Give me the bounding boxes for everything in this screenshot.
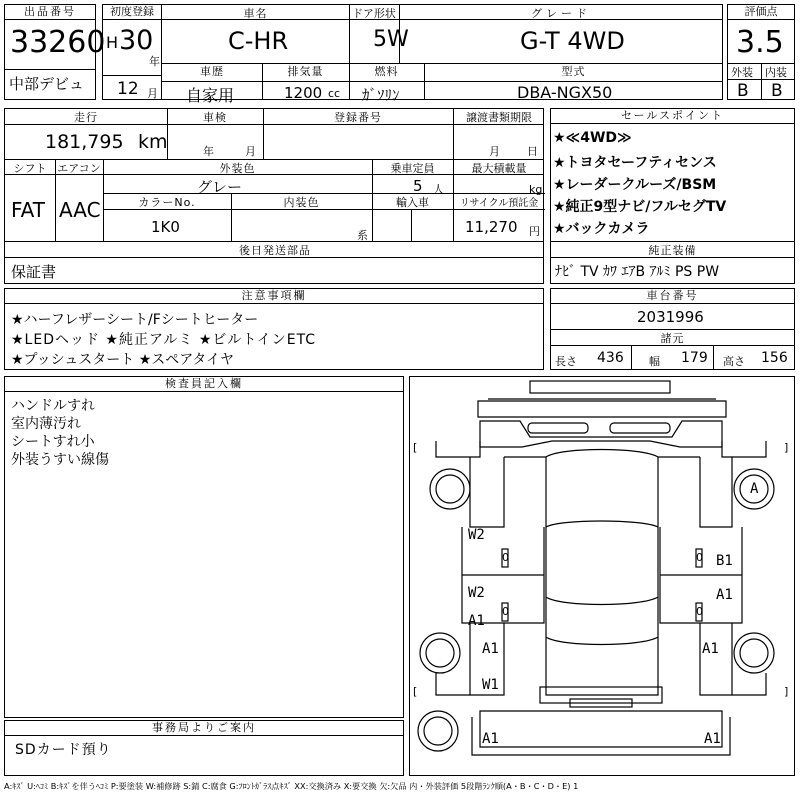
mark-zero: 0 — [502, 551, 509, 564]
dims-label: 諸元 — [660, 332, 685, 345]
transfer-label: 譲渡書類期限 — [466, 111, 532, 124]
note-line: ★LEDヘッド ★純正アルミ ★ビルトインETC — [11, 332, 317, 348]
notes-label: 注意事項欄 — [5, 289, 543, 304]
fuel-label: 燃料 — [374, 65, 399, 78]
bracket-left: [ — [413, 685, 418, 698]
score-value: 3.5 — [736, 25, 784, 60]
color-label: 外装色 — [219, 162, 256, 175]
mark-zero: 0 — [502, 605, 509, 618]
lot-label: 出品番号 — [5, 5, 95, 20]
grade-label: グレード — [399, 5, 723, 20]
sales-box — [550, 108, 795, 284]
length-label: 長さ — [555, 355, 577, 368]
shift: FAT — [11, 198, 46, 222]
recycle-label: リサイクル預託金 — [459, 198, 539, 209]
sales-item: ★バックカメラ — [553, 221, 650, 237]
seats-label: 乗車定員 — [390, 162, 435, 175]
color-number: 1K0 — [151, 218, 180, 236]
history: 自家用 — [186, 86, 235, 105]
reg-year: 30 — [119, 25, 154, 56]
damage-mark: A1 — [482, 731, 499, 747]
hist-label: 車歴 — [200, 65, 224, 78]
mark-zero: 0 — [696, 605, 703, 618]
notes-box — [4, 288, 544, 370]
reg-era: H — [106, 33, 119, 52]
damage-mark: W2 — [468, 585, 485, 601]
details-box — [4, 108, 544, 284]
inspect-label: 車検 — [203, 111, 227, 124]
grade: G-T 4WD — [520, 27, 625, 55]
chassis-number: 2031996 — [637, 308, 704, 326]
transfer-month: 月 — [489, 145, 500, 158]
import-label: 輸入車 — [396, 196, 429, 209]
fuel: ｶﾞｿﾘﾝ — [362, 86, 400, 104]
bracket-right: ] — [784, 441, 789, 454]
ext-score: B — [737, 81, 749, 101]
disp-unit: cc — [328, 87, 341, 100]
legend: A:ｷｽﾞ U:ﾍｺﾐ B:ｷｽﾞを伴うﾍｺﾐ P:要塗装 W:補修跡 S:錆 C:腐食 G:ﾌﾛﾝﾄｶﾞﾗｽ点ｷｽﾞ XX:交換済み X:要交換 欠:欠品 内・外装評価 5段階ﾗﾝｸ順(A・B・C・D・E) 1 — [4, 781, 579, 791]
car-outline — [410, 377, 794, 775]
equipment: ﾅﾋﾞ TV ｶﾜ ｴｱB ｱﾙﾐ PS PW — [555, 264, 720, 280]
inspector-line: ハンドルすれ — [11, 398, 95, 414]
note-line: ★ハーフレザーシート/Fシートヒーター — [11, 312, 259, 328]
ship-parts: 保証書 — [11, 263, 57, 281]
sales-item: ★純正9型ナビ/フルセグTV — [553, 199, 727, 215]
damage-mark: W1 — [482, 677, 499, 693]
disp-label: 排気量 — [287, 65, 324, 78]
inspect-month: 月 — [245, 145, 256, 158]
int-score: B — [771, 81, 783, 101]
damage-mark: A1 — [482, 641, 499, 657]
sales-item: ★レーダークルーズ/BSM — [553, 177, 717, 193]
sales-label: セールスポイント — [551, 109, 794, 124]
height: 156 — [761, 350, 788, 366]
inspector-box — [4, 376, 404, 718]
inspector-line: 外装うすい線傷 — [11, 452, 109, 468]
aircon: AAC — [59, 198, 101, 222]
sales-item: ★≪4WD≫ — [553, 130, 632, 146]
mileage-label: 走行 — [74, 111, 98, 124]
damage-diagram — [409, 376, 795, 776]
damage-mark: W2 — [468, 527, 485, 543]
bracket-right: ] — [784, 685, 789, 698]
damage-mark: A1 — [716, 587, 733, 603]
lot-number: 33260 — [10, 25, 106, 60]
debut-label: 中部デビュ — [9, 75, 85, 93]
reg-month: 12 — [117, 79, 139, 99]
mileage-unit: km — [138, 131, 168, 153]
intcolor-label: 内装色 — [283, 196, 320, 209]
seats: 5 — [413, 177, 423, 195]
damage-mark: A1 — [704, 731, 721, 747]
height-label: 高さ — [723, 355, 745, 368]
recycle-fee: 11,270 — [465, 218, 518, 236]
damage-mark: A — [750, 481, 759, 497]
chassis-box — [550, 288, 795, 370]
damage-mark: A1 — [702, 641, 719, 657]
name-label: 車名 — [162, 5, 349, 20]
ac-label: エアコン — [57, 162, 101, 175]
body-color: グレー — [197, 178, 243, 196]
registration-box — [102, 4, 162, 100]
lot-box — [4, 4, 106, 100]
mileage: 181,795 — [45, 131, 124, 153]
length: 436 — [597, 350, 624, 366]
reg-year-unit: 年 — [149, 55, 160, 68]
shift-label: シフト — [13, 162, 47, 175]
model-label: 型式 — [561, 65, 586, 78]
equip-label: 純正装備 — [648, 244, 697, 257]
office-note: SDカード預り — [15, 742, 112, 758]
ship-label: 後日発送部品 — [239, 244, 311, 257]
door-type: 5W — [373, 27, 409, 52]
door-label: ドア形状 — [349, 5, 399, 20]
office-box — [4, 720, 404, 776]
inspector-label: 検査員記入欄 — [5, 377, 403, 392]
office-label: 事務局よりご案内 — [5, 721, 403, 736]
model-code: DBA-NGX50 — [517, 83, 613, 102]
regno-label: 登録番号 — [334, 111, 382, 124]
load-unit: kg — [529, 183, 543, 196]
inspect-year: 年 — [203, 145, 214, 158]
score-box — [727, 4, 795, 100]
seats-unit: 人 — [433, 183, 444, 196]
score-label: 評価点 — [728, 5, 794, 20]
load-label: 最大積載量 — [471, 162, 527, 175]
intcolor-unit: 系 — [357, 229, 368, 242]
mark-zero: 0 — [696, 551, 703, 564]
vehicle-main-box — [161, 4, 723, 105]
width: 179 — [681, 350, 708, 366]
inspector-line: 室内薄汚れ — [11, 416, 81, 432]
width-label: 幅 — [649, 355, 660, 368]
note-line: ★プッシュスタート ★スペアタイヤ — [11, 352, 235, 368]
damage-mark: B1 — [716, 553, 733, 569]
displacement: 1200 — [284, 84, 323, 102]
damage-mark: A1 — [468, 613, 485, 629]
bracket-left: [ — [413, 441, 418, 454]
inspector-line: シートすれ小 — [11, 434, 95, 450]
ext-label: 外装 — [731, 66, 753, 79]
transfer-day: 日 — [527, 145, 538, 158]
int-label: 内装 — [765, 66, 787, 79]
recycle-unit: 円 — [529, 225, 540, 238]
colorno-label: カラーNo. — [138, 196, 196, 209]
car-name: C-HR — [228, 27, 289, 55]
reg-month-unit: 月 — [147, 87, 158, 100]
chassis-label: 車台番号 — [551, 289, 794, 304]
sales-item: ★トヨタセーフティセンス — [553, 155, 717, 171]
reg-label: 初度登録 — [103, 5, 161, 20]
